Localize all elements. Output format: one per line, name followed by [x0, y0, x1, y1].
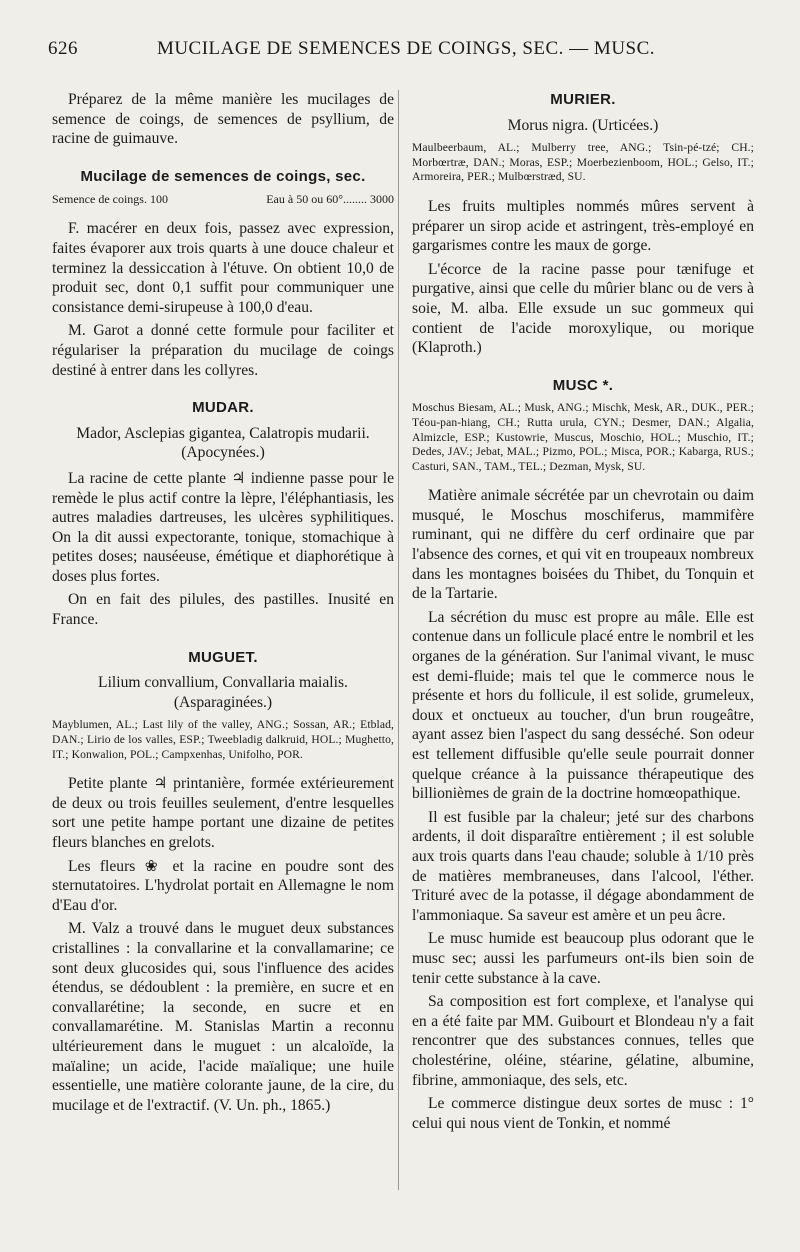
paragraph-murier-1: Les fruits multiples nommés mûres servent à préparer un sirop acide et astringent, très-employé en gargarismes contre les maux de gorge.	[412, 197, 754, 255]
paragraph-mudar-1: La racine de cette plante ♃ indienne passe pour le remède le plus actif contre la lèpre, l'éléphantiasis, les autres maladies dartreuses, les ulcères syphilitiques. On la dit aussi expectorante, tonique, stomachique à petites doses; nauséeuse, émétique et diaphorétique à doses plus fortes.	[52, 469, 394, 585]
paragraph-musc-2: La sécrétion du musc est propre au mâle. Elle est contenue dans un follicule placé entre le nombril et les organes de la génération. Sur l'animal vivant, le musc est demi-fluide; mais tel que le commerce nous le présente et hors du follicule, il est solide, grumeleux, doux et onctueux au toucher, d'un brun rougeâtre, ayant assez bien l'aspect du sang desséché. Son odeur est tellement diffusible qu'elle seule pourrait donner quelque créance à la puissance thérapeutique des billionièmes de grain de la doctrine homœopathique.	[412, 608, 754, 803]
paragraph-musc-1: Matière animale sécrétée par un chevrotain ou daim musqué, le Moschus moschiferus, mammifère ruminant, qui ne diffère du cerf ordinaire que par l'absence des cornes, et qui vit en troupeaux nombreux dans les montagnes boisées du Thibet, du Tonquin et de la Tartarie.	[412, 487, 754, 603]
column-divider	[398, 90, 399, 1190]
paragraph-muguet-1: Petite plante ♃ printanière, formée extérieurement de deux ou trois feuilles seulement, d'entre lesquelles sort une petite hampe portant une dizaine de petites fleurs blanches en grelots.	[52, 775, 394, 851]
heading-murier: MURIER.	[550, 91, 616, 108]
synonyms-muguet: Mayblumen, AL.; Last lily of the valley, ANG.; Sossan, AR.; Etblad, DAN.; Lirio de los valles, ESP.; Tweebladig dalkruid, HOL.; Mughetto, IT.; Konwalion, POL.; Campxenhas, Unifolho, POR.	[52, 718, 394, 761]
subhead-murier: Morus nigra. (Urticées.)	[507, 116, 659, 134]
left-column	[52, 90, 394, 1119]
synonyms-musc: Moschus Biesam, AL.; Musk, ANG.; Mischk, Mesk, AR., DUK., PER.; Téou-pan-hiang, CH.; Rutta urula, CYN.; Desmer, DAN.; Algalia, Almizcle, ESP.; Kustowrie, Muscus, Moschio, HOL.; Muschio, IT.; Dedes, JAV.; Jebat, MAL.; Pizmo, POL.; Misca, POR.; Kabarga, RUS.; Casturi, SAN., TAM., TEL.; Dezman, Mysk, SU.	[412, 401, 754, 473]
page-number: 626	[48, 38, 78, 59]
intro-paragraph: Préparez de la même manière les mucilages de semence de coings, de semences de psyllium, de racine de guimauve.	[52, 91, 394, 148]
recipe-line-1: Semence de coings. 100	[52, 192, 168, 207]
right-column	[412, 90, 754, 1137]
heading-musc: MUSC *.	[552, 376, 614, 394]
paragraph-muguet-3: M. Valz a trouvé dans le muguet deux substances cristallines : la convallarine et la convallamarine; ce sont deux glucosides qui, sous l'influence des acides étendus, se dédoublent : la première, en sucre et en convallarétine; la seconde, en sucre et en convallamarétine. M. Stanislas Martin a reconnu ultérieurement dans le muguet : un alcaloïde, la maïaline; un acide, l'acide maïalique; une huile essentielle, une matière colorante jaune, de la cire, du mucilage et de l'extractif. (V. Un. ph., 1865.)	[52, 920, 394, 1114]
synonyms-murier: Maulbeerbaum, AL.; Mulberry tree, ANG.; Tsin-pé-tzé; CH.; Morbœrtræ, DAN.; Moras, ESP.; Moerbezienboom, HOL.; Gelso, IT.; Armoreira, PER.; Mulbœrstræd, SU.	[412, 141, 754, 184]
paragraph-musc-4: Le musc humide est beaucoup plus odorant que le musc sec; aussi les parfumeurs ont-ils bien soin de tenir cette substance à la cave.	[412, 930, 754, 987]
running-head	[48, 38, 764, 64]
paragraph-muguet-2: Les fleurs ❀ et la racine en poudre sont des sternutatoires. L'hydrolat portait en Allemagne le nom d'Eau d'or.	[52, 857, 394, 914]
heading-muguet: MUGUET.	[188, 648, 258, 666]
paragraph-mudar-2: On en fait des pilules, des pastilles. Inusité en France.	[52, 591, 394, 629]
paragraph-garot: M. Garot a donné cette formule pour faciliter et régulariser la préparation du mucilage de coings destiné à entrer dans les collyres.	[52, 322, 394, 379]
paragraph-musc-6: Le commerce distingue deux sortes de musc : 1° celui qui nous vient de Tonkin, et nommé	[412, 1095, 754, 1132]
paragraph-murier-2: L'écorce de la racine passe pour tænifuge et purgative, ainsi que celle du mûrier blanc ou de vers à soie, M. alba. Elle exsude un suc gommeux qui contient de l'acide moroxylique, ou morique (Klaproth.)	[412, 260, 754, 357]
subhead-mudar: Mador, Asclepias gigantea, Calatropis mudarii. (Apocynées.)	[76, 424, 370, 462]
running-title: MUCILAGE DE SEMENCES DE COINGS, SEC. — MUSC.	[156, 38, 656, 59]
recipe	[52, 192, 394, 207]
subhead-muguet: Lilium convallium, Convallaria maialis. (Asparaginées.)	[98, 674, 348, 711]
heading-mucilage: Mucilage de semences de coings, sec.	[80, 167, 366, 185]
recipe-line-2: Eau à 50 ou 60°........ 3000	[266, 192, 394, 207]
heading-mudar: MUDAR.	[192, 399, 254, 417]
paragraph-musc-5: Sa composition est fort complexe, et l'analyse qui en a été faite par MM. Guibourt et Blondeau n'y a fait rencontrer que des substances connues, telles que cholestérine, oléine, stéarine, gélatine, albumine, fibrine, ammoniaque, des sels, etc.	[412, 993, 754, 1089]
paragraph-musc-3: Il est fusible par la chaleur; jeté sur des charbons ardents, il doit disparaître entièrement ; il est soluble aux trois quarts dans l'eau chaude; soluble à 1/10 près de matières membraneuses, dans l'alcool, l'éther. Trituré avec de la potasse, il dégage abondamment de l'ammoniaque. Sa saveur est amère et un peu âcre.	[412, 808, 754, 924]
paragraph-macerer: F. macérer en deux fois, passez avec expression, faites évaporer aux trois quarts à une douce chaleur et terminez la dessiccation à l'étuve. On obtient 10,0 de produit sec, dont 0,1 suffit pour communiquer une consistance demi-sirupeuse à 100,0 d'eau.	[52, 220, 394, 316]
